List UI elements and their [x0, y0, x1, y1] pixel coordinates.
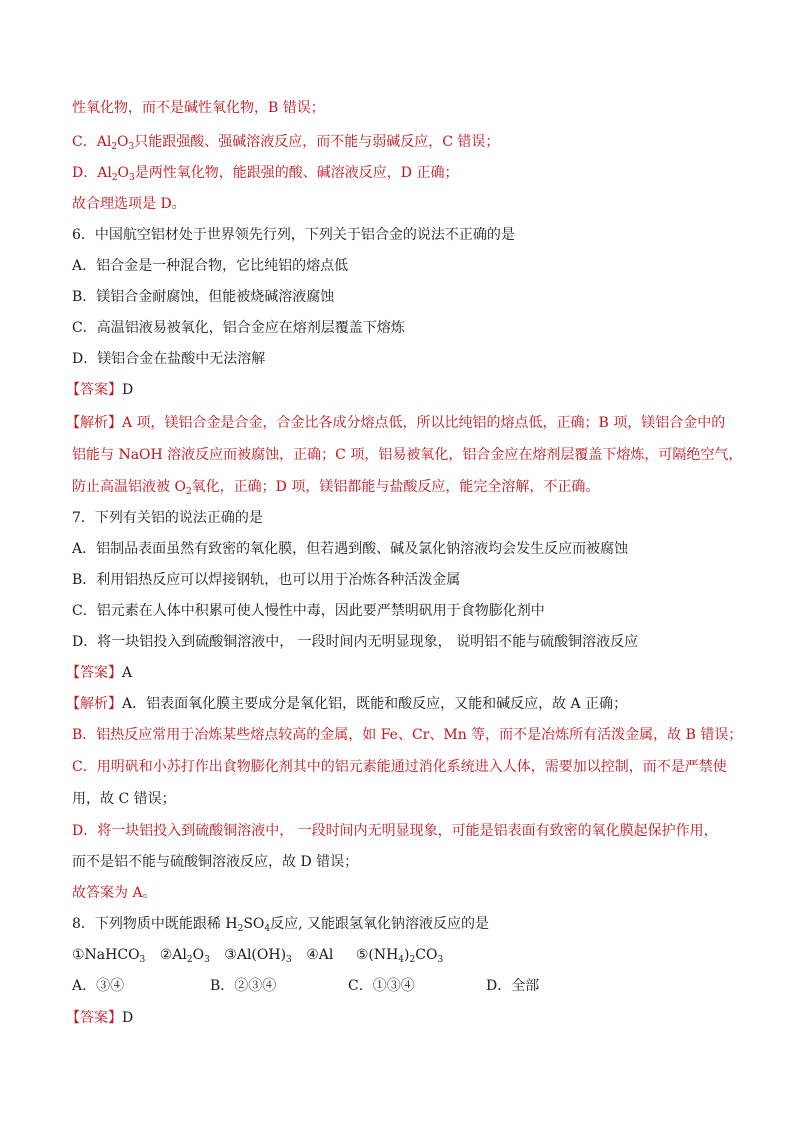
text: ④Al — [306, 947, 334, 963]
question-7-option-d — [72, 632, 638, 652]
text: D．将一块铝投入到硫酸铜溶液中， 一段时间内无明显现象， 说明铝不能与硫酸铜溶液反应 — [72, 634, 639, 650]
question-8-items — [72, 945, 443, 965]
text-line — [72, 98, 325, 118]
text: 7．下列有关铝的说法正确的是 — [72, 510, 263, 526]
text: B．利用铝热反应可以焊接钢轨，也可以用于冶炼各种活泼金属 — [72, 572, 461, 588]
item-5 — [356, 945, 443, 965]
text: 6．中国航空铝材处于世界领先行列，下列关于铝合金的说法不正确的是 — [72, 227, 515, 243]
text: 用，故 C 错误； — [72, 791, 176, 807]
subscript: 4 — [398, 955, 405, 965]
question-7-analysis-line — [72, 725, 742, 745]
text: O — [192, 947, 205, 963]
text: A．铝表面氧化膜主要成分是氧化铝，既能和酸反应，又能和碱反应，故 A 正确； — [122, 696, 628, 712]
text: 铝能与 NaOH 溶液反应而被腐蚀，正确；C 项，铝易被氧化，铝合金应在熔剂层覆盖下熔炼，可隔绝空气， — [72, 447, 743, 463]
item-3 — [224, 945, 291, 965]
answer-value: D — [122, 1010, 134, 1026]
subscript: 2 — [409, 955, 416, 965]
question-6-analysis-line — [72, 477, 599, 497]
choice-b: B．②③④ — [210, 978, 277, 994]
question-7-analysis-line — [66, 694, 627, 714]
text: ⑤(NH — [355, 947, 399, 963]
choice-d: D．全部 — [486, 978, 540, 994]
text: D．Al — [72, 165, 112, 181]
text: D．将一块铝投入到硫酸铜溶液中， 一段时间内无明显现象，可能是铝表面有致密的氧化膜起保护作用， — [72, 823, 718, 839]
answer-tag: 【答案】 — [66, 1010, 122, 1026]
text: C．Al — [72, 134, 112, 150]
question-6-answer — [66, 380, 133, 400]
subscript: 2 — [111, 142, 118, 152]
text: ②Al — [159, 947, 187, 963]
choice-c: C．①③④ — [348, 978, 415, 994]
text: SO — [243, 916, 265, 932]
text: 防止高温铝液被 O — [72, 479, 186, 495]
text: ③Al(OH) — [224, 947, 287, 963]
subscript: 4 — [264, 924, 271, 934]
text: B．铝热反应常用于冶炼某些熔点较高的金属，如 Fe、Cr、Mn 等，而不是冶炼所有活泼金属，故 B 错误； — [72, 727, 743, 743]
answer-tag: 【答案】 — [66, 382, 122, 398]
text: O — [117, 165, 130, 181]
text: A．铝合金是一种混合物，它比纯铝的熔点低 — [72, 258, 349, 274]
text: C．高温铝液易被氧化，铝合金应在熔剂层覆盖下熔炼 — [72, 320, 405, 336]
choice-a: A．③④ — [72, 978, 125, 994]
text: 故合理选项是 D。 — [72, 196, 186, 212]
subscript: 2 — [186, 955, 193, 965]
answer-value: D — [122, 382, 134, 398]
text-line — [72, 163, 458, 183]
question-7-stem — [72, 508, 263, 528]
question-6-option-d — [72, 349, 265, 369]
question-6-option-c — [72, 318, 405, 338]
question-6-stem — [72, 225, 515, 245]
text: C．用明矾和小苏打作出食物膨化剂其中的铝元素能通过消化系统进入人体，需要加以控制，而不是严禁使 — [72, 759, 727, 775]
question-6-analysis-line — [66, 413, 725, 433]
question-7-option-c — [72, 601, 545, 621]
analysis-tag: 【解析】 — [66, 415, 122, 431]
text: 而不是铝不能与硫酸铜溶液反应，故 D 错误； — [72, 854, 359, 870]
text: 氧化，正确；D 项，镁铝都能与盐酸反应，能完全溶解，不正确。 — [191, 479, 600, 495]
question-8-answer — [66, 1008, 133, 1028]
subscript: 2 — [111, 173, 118, 183]
text: 是两性氧化物，能跟强的酸、碱溶液反应，D 正确； — [134, 165, 459, 181]
text: ) — [404, 947, 410, 963]
text: O — [117, 134, 129, 150]
analysis-tag: 【解析】 — [66, 696, 122, 712]
question-8-stem — [72, 914, 489, 934]
text: CO — [415, 947, 438, 963]
text: B．镁铝合金耐腐蚀，但能被烧碱溶液腐蚀 — [72, 289, 335, 305]
question-7-analysis-line — [72, 852, 358, 872]
item-2 — [160, 945, 210, 965]
text: A．铝制品表面虽然有致密的氧化膜，但若遇到酸、碱及氯化钠溶液均会发生反应而被腐蚀 — [72, 541, 629, 557]
text: ①NaHCO — [72, 947, 140, 963]
text: C．铝元素在人体中积累可使人慢性中毒，因此要严禁明矾用于食物膨化剂中 — [72, 603, 545, 619]
question-7-analysis-line — [72, 821, 718, 841]
text: 反应, 又能跟氢氧化钠溶液反应的是 — [270, 916, 490, 932]
subscript: 2 — [237, 924, 244, 934]
question-6-analysis-line — [72, 445, 742, 465]
item-4 — [306, 945, 333, 965]
text: D．镁铝合金在盐酸中无法溶解 — [72, 351, 266, 367]
subscript: 2 — [185, 487, 192, 497]
subscript: 3 — [286, 955, 292, 965]
text: 只能跟强酸、强碱溶液反应，而不能与弱碱反应，C 错误； — [134, 134, 500, 150]
answer-value: A — [122, 665, 133, 681]
question-6-option-b — [72, 287, 334, 307]
question-7-answer — [66, 663, 132, 683]
answer-tag: 【答案】 — [66, 665, 122, 681]
text-line — [72, 132, 499, 152]
subscript: 3 — [204, 955, 210, 965]
text: A 项，镁铝合金是合金，合金比各成分熔点低，所以比纯铝的熔点低，正确；B 项，镁铝合金中的 — [122, 415, 726, 431]
subscript: 3 — [128, 142, 135, 152]
subscript: 3 — [129, 173, 135, 183]
question-7-option-a — [72, 539, 628, 559]
text: 故答案为 A。 — [72, 885, 157, 901]
subscript: 3 — [437, 955, 444, 965]
subscript: 3 — [139, 955, 146, 965]
text: 性氧化物，而不是碱性氧化物，B 错误； — [72, 100, 325, 116]
question-7-option-b — [72, 570, 460, 590]
question-6-option-a — [72, 256, 348, 276]
question-7-analysis-line — [72, 883, 157, 903]
question-7-analysis-line — [72, 757, 727, 777]
question-7-analysis-line — [72, 789, 176, 809]
text: 8．下列物质中既能跟稀 H — [72, 916, 238, 932]
text-line — [72, 194, 186, 214]
item-1 — [72, 945, 145, 965]
